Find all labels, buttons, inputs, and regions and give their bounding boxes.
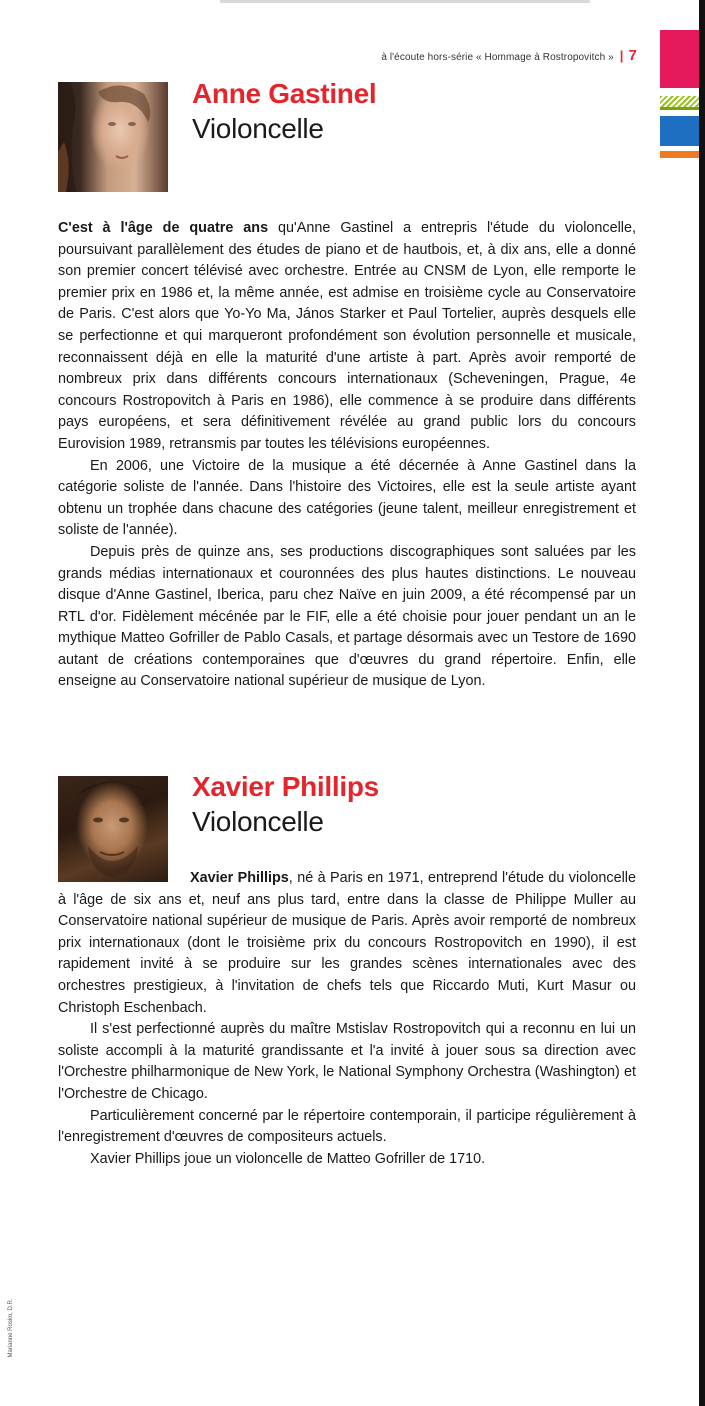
artist-name-xavier-phillips: Xavier Phillips bbox=[192, 771, 379, 802]
artist-photo-anne-gastinel bbox=[58, 82, 168, 192]
page-number: 7 bbox=[628, 47, 637, 64]
running-head bbox=[381, 47, 637, 64]
biography-xavier-phillips bbox=[58, 868, 636, 1170]
bio-text: qu'Anne Gastinel a entrepris l'étude du violoncelle, poursuivant parallèlement des études de piano et de hautbois, et, à dix ans, elle a donné son premier concert télévisé avec orchestre. Entrée au CNSM de Lyon, elle remporte le premier prix en 1986 et, la même année, est admise en troisième cycle au Conservatoire de Paris. C'est alors que Yo-Yo Ma, János Starker et Paul Tortelier, auprès desquels elle se perfectionne et qui marqueront profondément son évolution personnelle et musicale, reconnaissent déjà en elle la maturité d'une artiste à part. Après avoir remporté de nombreux prix dans différents concours internationaux (Scheveningen, Prague, 4e concours Rostropovitch à Paris en 1986), elle commence à se produire dans différents pays européens, et sera définitivement révélée au grand public lors du concours Eurovision 1989, retransmis par toutes les télévisions européennes. bbox=[58, 220, 636, 452]
bio-paragraph bbox=[58, 218, 636, 456]
running-head-separator: | bbox=[619, 48, 624, 63]
scan-edge bbox=[699, 0, 705, 1406]
photo-wrap-spacer bbox=[58, 868, 190, 888]
bio-paragraph: Il s'est perfectionné auprès du maître Mstislav Rostropovitch qui a reconnu en lui un soliste accompli à la maturité grandissante et l'a invité à jouer sous sa direction avec l'Orchestre philharmonique de New York, le National Symphony Orchestra (Washington) et l'Orchestre de Chicago. bbox=[58, 1021, 636, 1102]
bio-paragraph: Depuis près de quinze ans, ses productions discographiques sont saluées par les grands médias internationaux et couronnées des plus hautes distinctions. Le nouveau disque d'Anne Gastinel, Iberica, paru chez Naïve en juin 2009, a été récompensé par un RTL d'or. Fidèlement mécénée par le FIF, elle a été choisie pour jouer pendant un an le mythique Matteo Gofriller de Pablo Casals, et partage désormais avec un Testore de 1690 autant de créations contemporaines que d'œuvres du grand répertoire. Enfin, elle enseigne au Conservatoire national supérieur de musique de Lyon. bbox=[58, 543, 636, 690]
top-rule bbox=[220, 0, 590, 3]
artist-instrument-anne-gastinel: Violoncelle bbox=[192, 113, 324, 144]
biography-anne-gastinel bbox=[58, 218, 636, 693]
running-head-title: à l'écoute hors-série « Hommage à Rostropovitch » bbox=[381, 52, 614, 63]
bio-text: , né à Paris en 1971, entreprend l'étude du violoncelle à l'âge de six ans et, neuf ans plus tard, entre dans la classe de Philippe Muller au Conservatoire national supérieur de musique de Paris. Après avoir remporté de nombreux prix internationaux (dont le troisième prix du concours Rostropovitch en 1990), il est rapidement invité à se produire sur les grandes scènes internationales avec des orchestres prestigieux, à l'invitation de chefs tels que Riccardo Muti, Kurt Masur ou Christoph Eschenbach. bbox=[58, 870, 637, 1016]
photo-credit: Marianne Rosko, D.R. bbox=[8, 1298, 14, 1358]
bio-lead: Xavier Phillips bbox=[190, 870, 289, 886]
bio-paragraph: Particulièrement concerné par le répertoire contemporain, il participe régulièrement à l'enregistrement d'œuvres de compositeurs actuels. bbox=[58, 1107, 636, 1146]
artist-instrument-xavier-phillips: Violoncelle bbox=[192, 806, 324, 837]
artist-photo-xavier-phillips bbox=[58, 776, 168, 882]
bio-paragraph: Xavier Phillips joue un violoncelle de Matteo Gofriller de 1710. bbox=[90, 1150, 486, 1167]
bio-paragraph: En 2006, une Victoire de la musique a été décernée à Anne Gastinel dans la catégorie soliste de l'année. Dans l'histoire des Victoires, elle est la seule artiste ayant obtenu un trophée dans chacune des catégories (jeune talent, meilleur enregistrement et soliste de l'année). bbox=[58, 457, 636, 539]
bio-lead: C'est à l'âge de quatre ans bbox=[58, 220, 269, 236]
bio-paragraph bbox=[58, 868, 636, 1019]
artist-name-anne-gastinel: Anne Gastinel bbox=[192, 78, 377, 109]
